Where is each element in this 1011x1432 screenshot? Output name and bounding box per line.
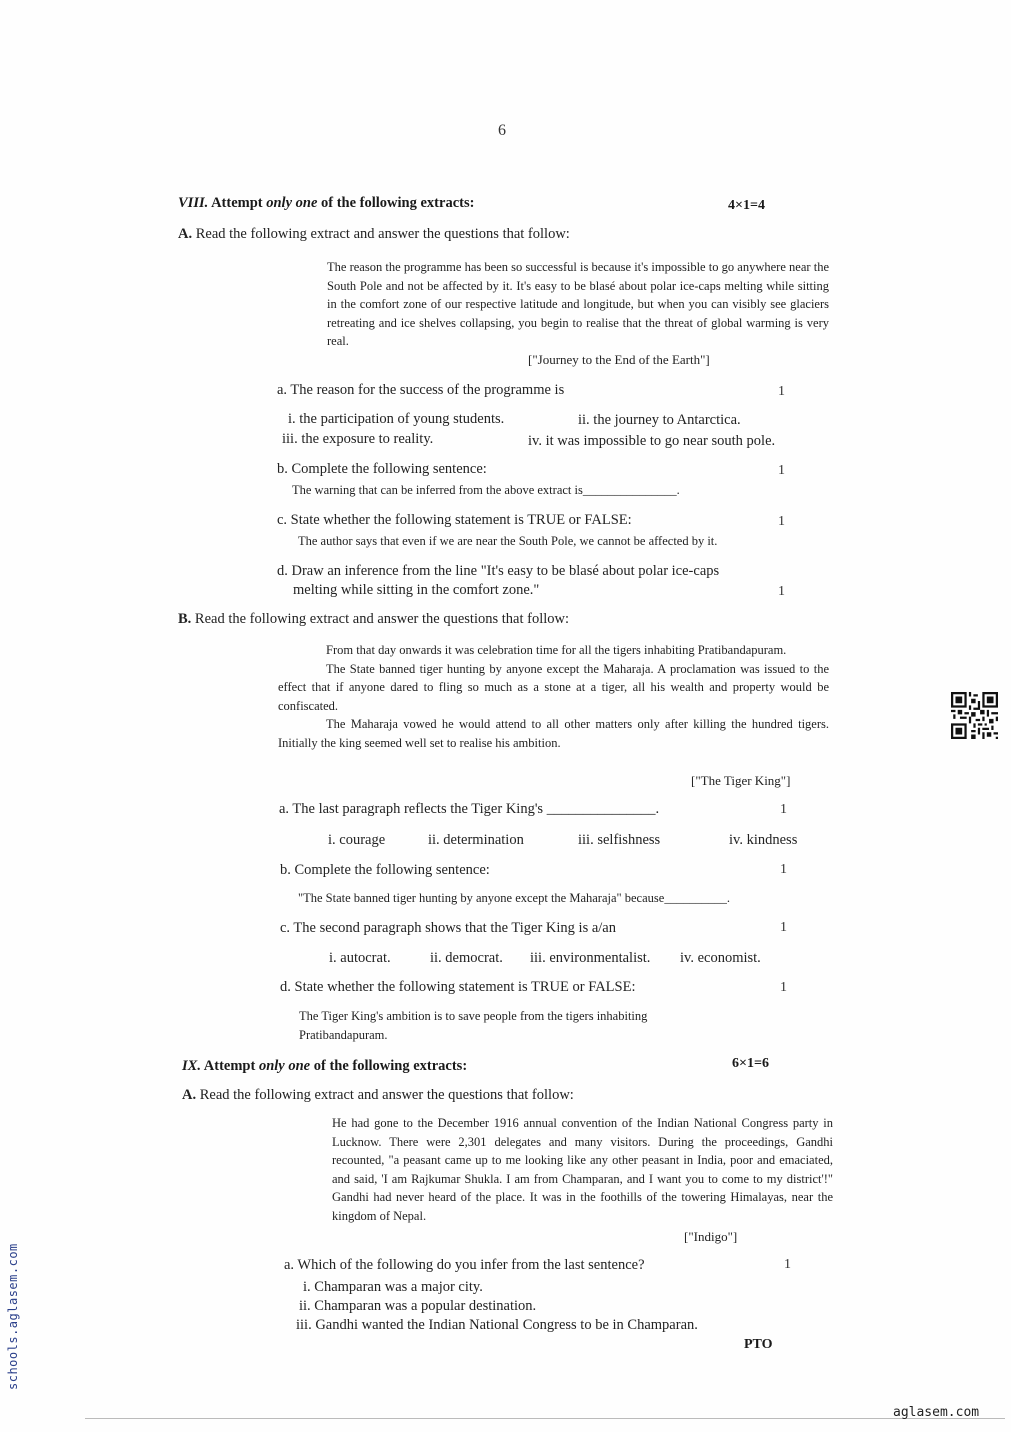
section-8a-option-3: iii. the exposure to reality.: [282, 431, 434, 447]
section-8a-instruction-text: Read the following extract and answer the questions that follow:: [195, 226, 570, 242]
section-8a-label: A.: [178, 226, 193, 242]
section-8b-option-3: iii. selfishness: [578, 832, 661, 848]
section-8a-question-b: b. Complete the following sentence:: [277, 461, 487, 477]
section-9a-source: ["Indigo"]: [684, 1229, 738, 1244]
section-8a-question-b-marks: 1: [778, 463, 785, 478]
section-8a-question-c-marks: 1: [778, 514, 785, 529]
section-8b-question-d-line-1: The Tiger King's ambition is to save people from the tigers inhabiting: [299, 1009, 648, 1023]
pto-label: PTO: [744, 1337, 773, 1352]
section-8a-question-d-line-1: d. Draw an inference from the line "It's easy to be blasé about polar ice-caps: [277, 563, 720, 579]
side-watermark: schools.aglasem.com: [6, 1243, 20, 1390]
section-9a-option-2: ii. Champaran was a popular destination.: [299, 1298, 537, 1314]
section-8a-question-d-marks: 1: [778, 584, 785, 599]
section-8a-question-c: c. State whether the following statement is TRUE or FALSE:: [277, 512, 632, 528]
section-8b-question-c-marks: 1: [780, 920, 787, 935]
section-9a-extract: [332, 1114, 833, 1226]
section-9a-label: A.: [182, 1087, 197, 1103]
section-8a-option-4: iv. it was impossible to go near south pole.: [528, 433, 776, 449]
section-8a-question-b-text: The warning that can be inferred from the above extract is_______________.: [292, 483, 680, 497]
section-9a-instruction-text: Read the following extract and answer the questions that follow:: [199, 1087, 574, 1103]
section-8b-c-option-1: i. autocrat.: [329, 950, 391, 966]
section-8b-question-a: a. The last paragraph reflects the Tiger King's _______________.: [279, 801, 660, 817]
page-number: 6: [498, 122, 506, 139]
section-9-roman: IX.: [182, 1058, 201, 1074]
section-8b-question-c: c. The second paragraph shows that the Tiger King is a/an: [280, 920, 616, 936]
section-8-roman: VIII.: [178, 195, 209, 211]
section-8a-source: ["Journey to the End of the Earth"]: [528, 352, 710, 367]
section-8b-label: B.: [178, 611, 192, 627]
section-8a-option-1: i. the participation of young students.: [288, 411, 505, 427]
section-8b-option-1: i. courage: [328, 832, 386, 848]
section-8b-question-a-marks: 1: [780, 802, 787, 817]
qr-code-icon[interactable]: [951, 692, 998, 739]
footer-divider: [85, 1418, 1005, 1419]
section-9a-option-3: iii. Gandhi wanted the Indian National Congress to be in Champaran.: [296, 1317, 698, 1333]
section-8b-question-b-marks: 1: [780, 862, 787, 877]
section-8b-extract: [278, 641, 829, 753]
section-9-heading-em: only one: [258, 1058, 311, 1074]
section-8b-question-d: d. State whether the following statement is TRUE or FALSE:: [280, 979, 636, 995]
section-8a-question-a: a. The reason for the success of the programme is: [277, 382, 565, 398]
section-9a-option-1: i. Champaran was a major city.: [303, 1279, 483, 1295]
section-8b-question-b-text: "The State banned tiger hunting by anyone except the Maharaja" because__________.: [298, 891, 730, 905]
footer-brand[interactable]: aglasem.com: [893, 1405, 980, 1420]
section-8-heading-post: of the following extracts:: [321, 195, 475, 211]
section-9-heading-pre: Attempt: [203, 1058, 256, 1074]
section-9a-question-a: a. Which of the following do you infer from the last sentence?: [284, 1257, 645, 1273]
section-8a-extract-para: The reason the programme has been so successful is because it's impossible to go anywhere near the South Pole and not be affected by it. It's easy to be blasé about polar ice-caps melting while sitting in the comfort zone of our respective latitude and longitude, but when you can visibly see glaciers retreating and ice shelves collapsing, you begin to realise that the threat of global warming is very real.: [327, 260, 829, 349]
section-8b-option-4: iv. kindness: [729, 832, 798, 848]
section-8b-c-option-2: ii. democrat.: [430, 950, 503, 966]
section-8b-option-2: ii. determination: [428, 832, 524, 848]
section-8b-extract-para-1: From that day onwards it was celebration time for all the tigers inhabiting Pratibandapuram.: [326, 643, 787, 657]
section-8b-question-d-marks: 1: [780, 980, 787, 995]
section-8a-question-a-marks: 1: [778, 384, 785, 399]
section-8-heading-pre: Attempt: [211, 195, 263, 211]
section-8b-instruction-text: Read the following extract and answer the questions that follow:: [194, 611, 570, 627]
section-9-marks: 6×1=6: [732, 1056, 769, 1071]
section-8a-option-2: ii. the journey to Antarctica.: [578, 412, 741, 428]
section-8-heading-em: only one: [266, 195, 318, 211]
section-8a-extract: [327, 258, 829, 351]
section-9-heading-post: of the following extracts:: [313, 1058, 468, 1074]
section-9-heading: [182, 1058, 467, 1075]
section-8-heading: [178, 195, 474, 212]
section-8b-extract-para-3: The Maharaja vowed he would attend to all other matters only after killing the hundred tigers. Initially the king seemed well set to realise his ambition.: [278, 717, 829, 750]
section-9a-instruction: [182, 1087, 574, 1104]
section-8a-instruction: [178, 226, 570, 243]
section-9a-extract-para: He had gone to the December 1916 annual convention of the Indian National Congress party in Lucknow. There were 2,301 delegates and many visitors. During the proceedings, Gandhi recounted, "a peasant came up to me looking like any other peasant in India, poor and emaciated, and said, 'I am Rajkumar Shukla. I am from Champaran, and I want you to come to my district'!" Gandhi had never heard of the place. It was in the foothills of the towering Himalayas, near the kingdom of Nepal.: [332, 1116, 833, 1223]
section-8b-question-d-line-2: Pratibandapuram.: [299, 1028, 388, 1042]
section-8b-c-option-3: iii. environmentalist.: [530, 950, 651, 966]
section-9a-question-a-marks: 1: [784, 1257, 791, 1272]
section-8a-question-c-text: The author says that even if we are near the South Pole, we cannot be affected by it.: [298, 534, 718, 548]
section-8b-source: ["The Tiger King"]: [691, 773, 791, 788]
section-8b-instruction: [178, 611, 569, 628]
section-8a-question-d-line-2: melting while sitting in the comfort zone.": [293, 582, 540, 598]
section-8-marks: 4×1=4: [728, 198, 765, 213]
section-8b-extract-para-2: The State banned tiger hunting by anyone except the Maharaja. A proclamation was issued to the effect that if anyone dared to fling so much as a stone at a tiger, all his wealth and property would be confiscated.: [278, 661, 829, 713]
section-8b-question-b: b. Complete the following sentence:: [280, 862, 490, 878]
section-8b-c-option-4: iv. economist.: [680, 950, 761, 966]
